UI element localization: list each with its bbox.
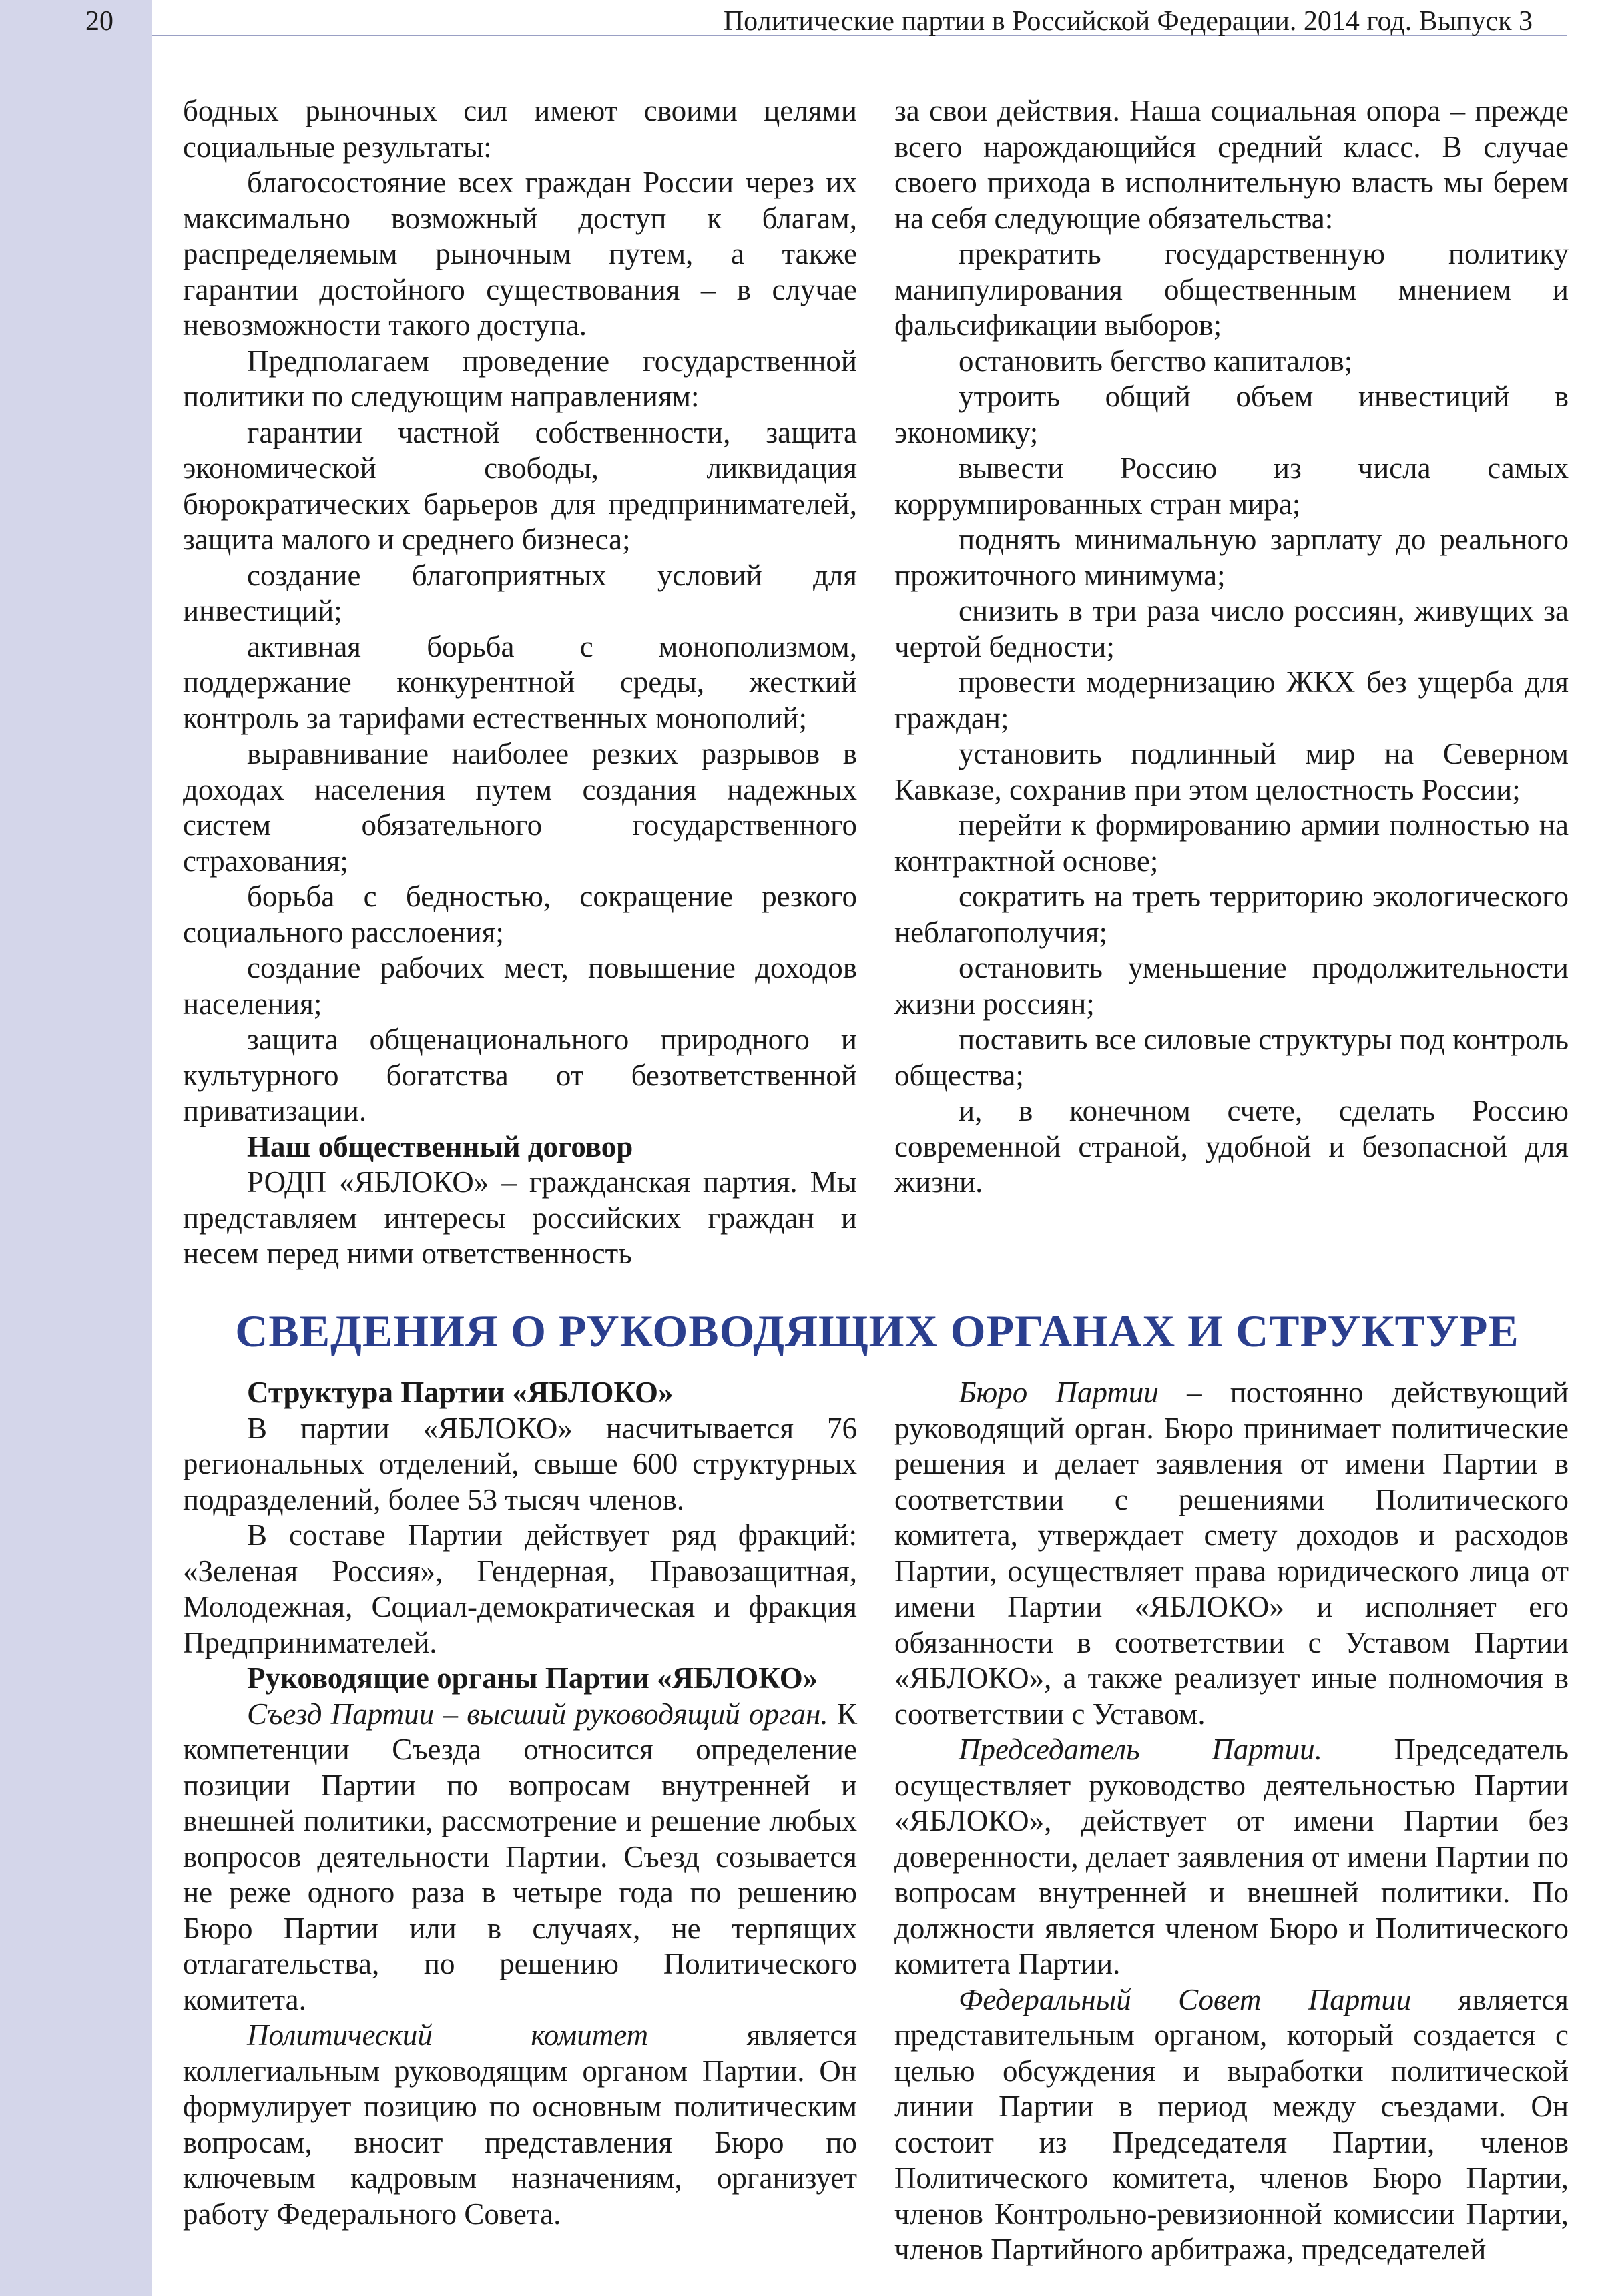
paragraph-text: борьба с бедностью, сокращение резкого социального расслоения; <box>183 880 857 949</box>
paragraph <box>894 879 1569 950</box>
paragraph <box>894 736 1569 808</box>
paragraph <box>894 665 1569 736</box>
paragraph <box>894 808 1569 879</box>
paragraph-text: Структура Партии «ЯБЛОКО» <box>247 1376 674 1409</box>
paragraph <box>894 950 1569 1022</box>
paragraph-text: Наш общественный договор <box>247 1129 633 1163</box>
paragraph <box>183 558 857 629</box>
side-margin-strip <box>0 0 152 2296</box>
emphasized-term: Федеральный Совет Партии <box>959 1982 1412 2016</box>
paragraph-text: и, в конечном счете, сделать Россию современной страной, удобной и безопасной для жизни. <box>894 1094 1569 1199</box>
paragraph-text: гарантии частной собственности, защита экономической свободы, ликвидация бюрократических барьеров для предпринимателей, защита малого и среднего бизнеса; <box>183 415 857 556</box>
paragraph <box>183 165 857 344</box>
paragraph-text: сократить на треть территорию экологического неблагополучия; <box>894 880 1569 949</box>
paragraph <box>894 522 1569 593</box>
paragraph <box>894 1732 1569 1982</box>
paragraph <box>894 1093 1569 1201</box>
paragraph-text: РОДП «ЯБЛОКО» – гражданская партия. Мы представляем интересы российских граждан и несем перед ними ответственность <box>183 1165 857 1270</box>
paragraph-text: Руководящие органы Партии «ЯБЛОКО» <box>247 1661 818 1695</box>
paragraph-text: защита общенационального природного и культурного богатства от безответственной приватизации. <box>183 1023 857 1127</box>
subheading <box>183 1129 857 1165</box>
subheading <box>183 1375 857 1411</box>
paragraph-text: остановить уменьшение продолжительности жизни россиян; <box>894 951 1569 1021</box>
paragraph-text: поднять минимальную зарплату до реального прожиточного минимума; <box>894 523 1569 592</box>
paragraph <box>894 236 1569 344</box>
page-number: 20 <box>85 6 113 37</box>
paragraph <box>183 93 857 165</box>
top-left-column <box>183 93 857 1272</box>
paragraph <box>183 950 857 1022</box>
paragraph-text: Председатель осуществляет руководство деятельностью Партии «ЯБЛОКО», действует от имени Партии без доверенности, делает заявления от имени Партии по вопросам внутренней и внешней политики. По должности является членом Бюро и Политического комитета Партии. <box>894 1733 1569 1980</box>
paragraph-text: установить подлинный мир на Северном Кавказе, сохранив при этом целостность России; <box>894 737 1569 806</box>
paragraph <box>183 344 857 415</box>
paragraph-text: провести модернизацию ЖКХ без ущерба для граждан; <box>894 665 1569 735</box>
paragraph <box>894 93 1569 236</box>
paragraph <box>894 1375 1569 1732</box>
paragraph-text: за свои действия. Наша социальная опора – прежде всего нарождающийся средний класс. В случае своего прихода в исполнительную власть мы берем на себя следующие обязательства: <box>894 94 1569 235</box>
paragraph <box>894 344 1569 380</box>
paragraph-text: снизить в три раза число россиян, живущих за чертой бедности; <box>894 594 1569 663</box>
paragraph-text: Предполагаем проведение государственной политики по следующим направлениям: <box>183 344 857 413</box>
paragraph <box>183 1022 857 1129</box>
paragraph-text: выравнивание наиболее резких разрывов в доходах населения путем создания надежных систем обязательного государственного страхования; <box>183 737 857 878</box>
paragraph <box>183 1411 857 1518</box>
bottom-left-column <box>183 1375 857 2232</box>
paragraph-text: является представительным органом, который создается с целью обсуждения и выработки политической линии Партии в период между съездами. Он состоит из Председателя Партии, членов Политического комитета, членов Бюро Партии, членов Контрольно-ревизионной комиссии Партии, членов Партийного арбитража, председателей <box>894 1982 1569 2266</box>
emphasized-term: Председатель Партии. <box>959 1733 1322 1766</box>
section-title: СВЕДЕНИЯ О РУКОВОДЯЩИХ ОРГАНАХ И СТРУКТУРЕ <box>235 1306 1519 1356</box>
paragraph <box>183 629 857 737</box>
page-header <box>152 0 1567 36</box>
paragraph-text: – постоянно действующий руководящий орган. Бюро принимает политические решения и делает заявления от имени Партии в соответствии с решениями Политического комитета, утверждает смету доходов и расходов Партии, осуществляет права юридического лица от имени Партии «ЯБЛОКО» и исполняет его обязанности в соответствии с Уставом Партии «ЯБЛОКО», а также реализует иные полномочия в соответствии с Уставом. <box>894 1376 1569 1731</box>
paragraph <box>183 879 857 950</box>
paragraph-text: К компетенции Съезда относится определение позиции Партии по вопросам внутренней и внешней политики, рассмотрение и решение любых вопросов деятельности Партии. Съезд созывается не реже одного раза в четыре года по решению Бюро Партии или в случаях, не терпящих отлагательства, по решению Политического комитета. <box>183 1697 858 2016</box>
emphasized-term: Бюро Партии <box>959 1376 1159 1409</box>
paragraph-text: утроить общий объем инвестиций в экономику; <box>894 380 1569 449</box>
paragraph-text: создание благоприятных условий для инвестиций; <box>183 558 857 627</box>
paragraph <box>894 1982 1569 2268</box>
paragraph-text: В партии «ЯБЛОКО» насчитывается 76 региональных отделений, свыше 600 структурных подразделений, более 53 тысяч членов. <box>183 1411 857 1516</box>
top-right-column <box>894 93 1569 1201</box>
paragraph-text: вывести Россию из числа самых коррумпированных стран мира; <box>894 451 1569 521</box>
paragraph <box>894 593 1569 665</box>
paragraph-text: поставить все силовые структуры под контроль общества; <box>894 1023 1569 1092</box>
bottom-right-column <box>894 1375 1569 2268</box>
paragraph-text: В составе Партии действует ряд фракций: «Зеленая Россия», Гендерная, Правозащитная, Молодежная, Социал-демократическая и фракция Предпринимателей. <box>183 1518 857 1659</box>
paragraph-text: создание рабочих мест, повышение доходов населения; <box>183 951 857 1021</box>
emphasized-term: Политический комитет <box>247 2018 649 2052</box>
emphasized-term: Съезд Партии – высший руководящий орган. <box>247 1697 828 1731</box>
paragraph <box>183 736 857 879</box>
paragraph-text: является коллегиальным руководящим органом Партии. Он формулирует позицию по основным политическим вопросам, вносит представления Бюро по ключевым кадровым назначениям, организует работу Федерального Совета. <box>183 2018 857 2231</box>
paragraph-text: бодных рыночных сил имеют своими целями социальные результаты: <box>183 94 857 164</box>
paragraph <box>894 379 1569 451</box>
paragraph-text: остановить бегство капиталов; <box>959 344 1353 378</box>
paragraph <box>183 415 857 558</box>
paragraph-text: активная борьба с монополизмом, поддержание конкурентной среды, жесткий контроль за тарифами естественных монополий; <box>183 629 857 735</box>
paragraph-text: прекратить государственную политику манипулирования общественным мнением и фальсификации выборов; <box>894 237 1569 342</box>
paragraph-text: перейти к формированию армии полностью на контрактной основе; <box>894 808 1569 878</box>
running-title: Политические партии в Российской Федерации. 2014 год. Выпуск 3 <box>723 6 1533 37</box>
paragraph <box>894 451 1569 522</box>
paragraph <box>894 1022 1569 1093</box>
paragraph-text: благосостояние всех граждан России через их максимально возможный доступ к благам, распределяемым рыночным путем, а также гарантии достойного существования – в случае невозможности такого доступа. <box>183 166 857 342</box>
paragraph <box>183 2018 857 2232</box>
paragraph <box>183 1518 857 1661</box>
paragraph <box>183 1165 857 1272</box>
paragraph <box>183 1697 857 2018</box>
subheading <box>183 1661 857 1697</box>
